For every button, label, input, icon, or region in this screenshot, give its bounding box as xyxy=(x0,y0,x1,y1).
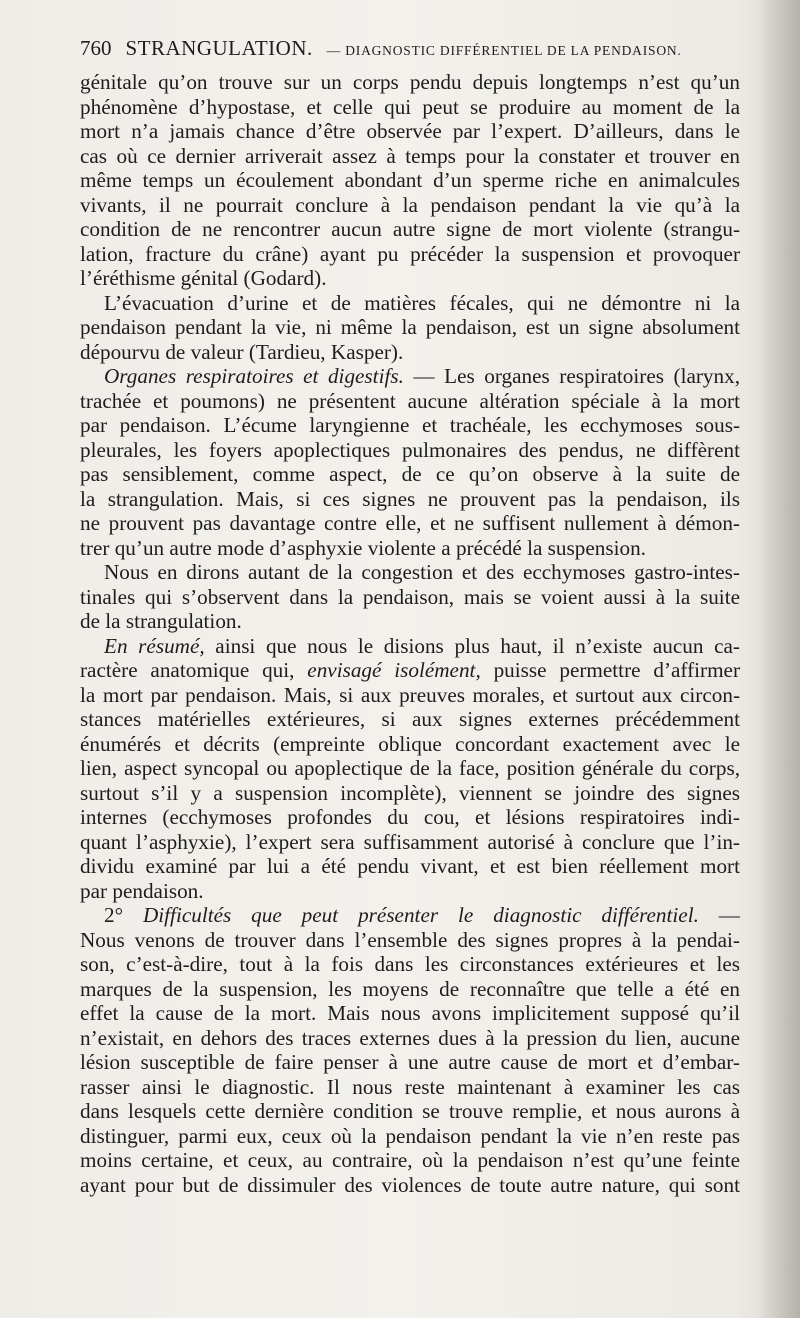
text-line xyxy=(80,315,740,340)
text-line xyxy=(80,389,740,414)
text-segment: ayant pour but de dissimuler des violences de toute autre nature, qui sont xyxy=(80,1172,740,1197)
text-segment: lésion susceptible de faire penser à une autre cause de mort et d’embar- xyxy=(80,1050,740,1074)
text-segment: pas sensiblement, comme aspect, de ce qu’on observe à la suite de xyxy=(80,462,740,486)
text-line xyxy=(80,266,740,291)
text-segment: tinales qui s’observent dans la pendaison, mais se voient aussi à la suite xyxy=(80,584,740,609)
text-line xyxy=(80,756,740,781)
running-subtitle: — DIAGNOSTIC DIFFÉRENTIEL DE LA PENDAISON. xyxy=(326,43,682,58)
text-line xyxy=(80,1173,740,1198)
text-line xyxy=(80,438,740,463)
text-segment: par pendaison. xyxy=(80,878,204,903)
text-segment: trer qu’un autre mode d’asphyxie violente a précédé la suspension. xyxy=(80,535,646,560)
text-segment: surtout s’il y a suspension incomplète), viennent se joindre des signes xyxy=(80,780,740,805)
text-segment: condition de ne rencontrer aucun autre signe de mort violente (strangu- xyxy=(80,217,740,241)
text-segment: effet la cause de la mort. Mais nous avons implicitement supposé qu’il xyxy=(80,1001,740,1025)
text-segment: quant l’asphyxie), l’expert sera suffisamment autorisé à conclure que l’in- xyxy=(80,829,740,854)
text-line xyxy=(80,609,740,634)
text-segment: Nous venons de trouver dans l’ensemble des signes propres à la pendai- xyxy=(80,927,740,952)
text-line xyxy=(80,70,740,95)
text-line xyxy=(80,683,740,708)
text-line xyxy=(80,707,740,732)
text-line xyxy=(80,413,740,438)
text-line xyxy=(80,119,740,144)
text-segment: lation, fracture du crâne) ayant pu précéder la suspension et provoquer xyxy=(80,241,740,266)
text-segment: internes (ecchymoses profondes du cou, et lésions respiratoires indi- xyxy=(80,805,740,829)
text-segment: par pendaison. L’écume laryngienne et trachéale, les ecchymoses sous- xyxy=(80,413,740,437)
text-segment: énumérés et décrits (empreinte oblique concordant exactement avec le xyxy=(80,731,740,756)
text-line xyxy=(80,854,740,879)
text-line xyxy=(80,340,740,365)
text-line xyxy=(80,1124,740,1149)
italic-text: Organes respiratoires et digestifs. xyxy=(104,364,404,388)
text-line xyxy=(80,781,740,806)
text-segment: même temps un écoulement abondant d’un sperme riche en animalcules xyxy=(80,168,740,192)
text-segment: la mort par pendaison. Mais, si aux preuves morales, et surtout aux circon- xyxy=(80,682,740,707)
text-line xyxy=(80,291,740,316)
text-line xyxy=(80,928,740,953)
text-line xyxy=(80,879,740,904)
text-segment: lien, aspect syncopal ou apoplectique de la face, position générale du corps, xyxy=(80,756,740,780)
text-segment: dividu examiné par lui a été pendu vivant, et est bien réellement mort xyxy=(80,854,740,878)
text-line xyxy=(80,732,740,757)
text-segment: rasser ainsi le diagnostic. Il nous reste maintenant à examiner les cas xyxy=(80,1074,740,1099)
text-segment: n’existait, en dehors des traces externes dues à la pression du lien, aucune xyxy=(80,1025,740,1050)
text-line xyxy=(80,193,740,218)
text-segment: l’éréthisme génital (Godard). xyxy=(80,266,327,290)
text-line xyxy=(80,1099,740,1124)
text-segment: L’évacuation d’urine et de matières fécales, qui ne démontre ni la xyxy=(104,290,740,315)
text-segment: vivants, il ne pourrait conclure à la pendaison pendant la vie qu’à la xyxy=(80,192,740,217)
text-line xyxy=(80,242,740,267)
text-segment: 2° xyxy=(104,903,143,927)
text-line xyxy=(80,1148,740,1173)
text-segment: Nous en dirons autant de la congestion et des ecchymoses gastro-intes- xyxy=(104,560,740,584)
text-segment: cas où ce dernier arriverait assez à temps pour la constater et trouver en xyxy=(80,143,740,168)
text-segment: pleurales, les foyers apoplectiques pulmonaires des pendus, ne diffèrent xyxy=(80,437,740,462)
text-line xyxy=(80,536,740,561)
text-segment: — Les organes respiratoires (larynx, xyxy=(403,364,741,388)
running-title: STRANGULATION. xyxy=(125,36,313,60)
text-line xyxy=(80,805,740,830)
text-segment: phénomène d’hypostase, et celle qui peut se produire au moment de la xyxy=(80,94,740,119)
text-segment: distinguer, parmi eux, ceux où la pendaison pendant la vie n’en reste pas xyxy=(80,1123,740,1148)
text-line xyxy=(80,830,740,855)
text-segment: stances matérielles extérieures, si aux signes externes précédemment xyxy=(80,707,740,731)
text-segment: dans lesquels cette dernière condition se trouve remplie, et nous aurons à xyxy=(80,1099,740,1123)
text-segment: — xyxy=(698,903,740,927)
text-line xyxy=(80,903,740,928)
text-line xyxy=(80,462,740,487)
text-segment: ractère anatomique qui, xyxy=(80,658,308,682)
text-segment: de la strangulation. xyxy=(80,609,242,633)
italic-text: Difficultés que peut présenter le diagnostic différentiel. xyxy=(142,903,699,927)
page-number: 760 xyxy=(80,36,112,60)
text-segment: ainsi que nous le disions plus haut, il n’existe aucun ca- xyxy=(204,633,740,658)
text-line xyxy=(80,634,740,659)
text-line xyxy=(80,217,740,242)
text-line xyxy=(80,144,740,169)
text-segment: marques de la suspension, les moyens de reconnaître que telle a été en xyxy=(80,976,740,1001)
running-header xyxy=(80,36,740,64)
text-line xyxy=(80,487,740,512)
text-line xyxy=(80,1026,740,1051)
text-segment: moins certaine, et ceux, au contraire, où la pendaison n’est qu’une feinte xyxy=(80,1148,740,1172)
text-line xyxy=(80,1001,740,1026)
text-line xyxy=(80,585,740,610)
italic-text: En résumé, xyxy=(104,633,205,658)
text-line xyxy=(80,560,740,585)
text-segment: pendaison pendant la vie, ni même la pendaison, est un signe absolument xyxy=(80,315,740,339)
text-line xyxy=(80,95,740,120)
text-line xyxy=(80,952,740,977)
text-line xyxy=(80,511,740,536)
text-line xyxy=(80,977,740,1002)
text-segment: génitale qu’on trouve sur un corps pendu depuis longtemps n’est qu’un xyxy=(80,70,740,94)
text-line xyxy=(80,1050,740,1075)
text-segment: dépourvu de valeur (Tardieu, Kasper). xyxy=(80,339,404,364)
body-text xyxy=(80,70,740,1197)
text-segment: la strangulation. Mais, si ces signes ne prouvent pas la pendaison, ils xyxy=(80,486,740,511)
text-line xyxy=(80,168,740,193)
text-line xyxy=(80,658,740,683)
text-segment: son, c’est-à-dire, tout à la fois dans les circonstances extérieures et les xyxy=(80,952,740,976)
text-segment: ne prouvent pas davantage contre elle, et ne suffisent nullement à démon- xyxy=(80,511,740,535)
italic-text: envisagé isolément, xyxy=(307,658,481,682)
text-segment: puisse permettre d’affirmer xyxy=(480,658,741,682)
text-segment: trachée et poumons) ne présentent aucune altération spéciale à la mort xyxy=(80,388,740,413)
text-segment: mort n’a jamais chance d’être observée par l’expert. D’ailleurs, dans le xyxy=(80,119,740,143)
text-line xyxy=(80,364,740,389)
page-edge-shadow xyxy=(758,0,800,1318)
text-line xyxy=(80,1075,740,1100)
